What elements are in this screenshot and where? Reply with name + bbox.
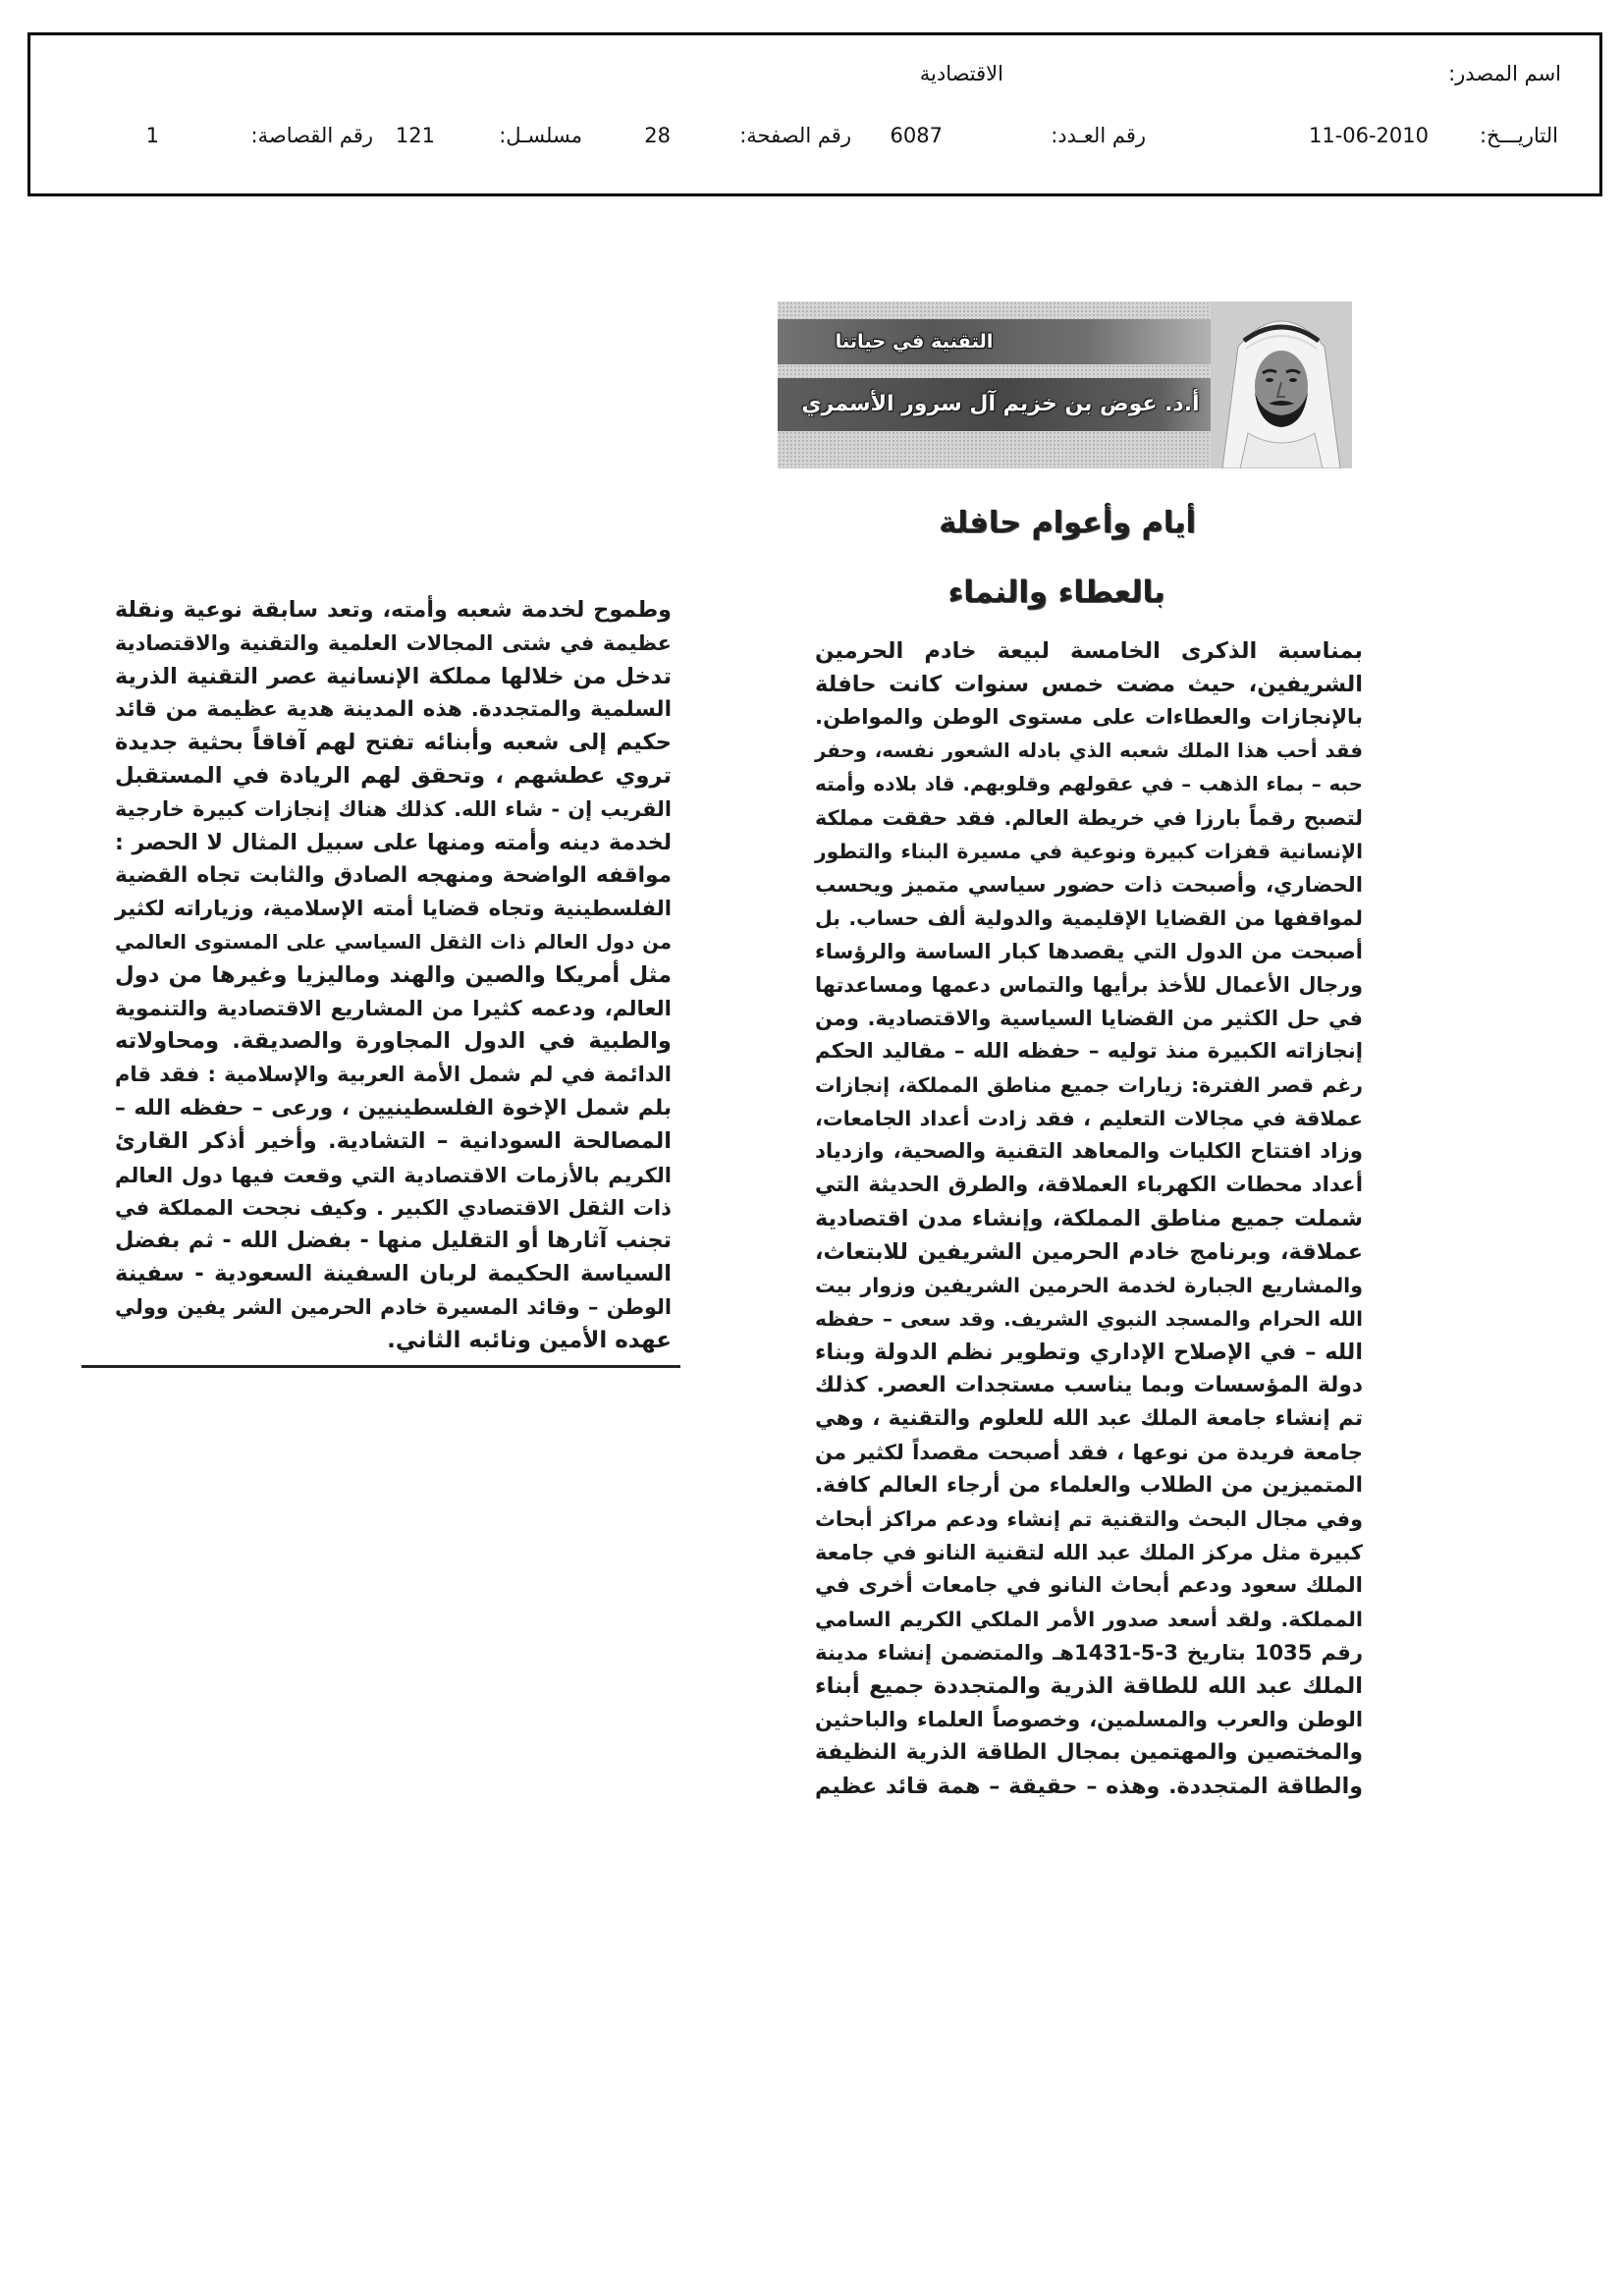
text-line: الفلسطينية وتجاه قضايا أمته الإسلامية، وزياراته لكثير	[115, 897, 672, 922]
serial-label: مسلسـل:	[499, 124, 582, 147]
text-line: تدخل من خلالها مملكة الإنسانية عصر التقنية الذرية	[115, 663, 672, 689]
text-line: المملكة. ولقد أسعد صدور الأمر الملكي الكريم السامي	[815, 1608, 1363, 1631]
page-label: رقم الصفحة:	[739, 124, 851, 147]
text-line: حبه – بماء الذهب – في عقولهم وقلوبهم. قاد بلاده وأمته	[815, 773, 1363, 795]
text-line: الوطن – وقائد المسيرة خادم الحرمين الشر يفين وولي	[115, 1294, 672, 1319]
clip-label: رقم القصاصة:	[250, 124, 373, 147]
text-line: مواقفه الواضحة ومنهجه الصادق والثابت تجاه القضية	[115, 863, 672, 889]
clipping-info-box	[27, 32, 1602, 196]
text-line: السلمية والمتجددة. هذه المدينة هدية عظيمة من قائد	[115, 697, 672, 723]
text-line: الشريفين، حيث مضت خمس سنوات كانت حافلة	[815, 672, 1363, 697]
text-line: لتصبح رقماً بارزا في خريطة العالم. فقد حققت مملكة	[815, 806, 1363, 830]
issue-value: 6087	[890, 124, 943, 147]
text-line: وطموح لخدمة شعبه وأمته، وتعد سابقة نوعية ونقلة	[115, 597, 672, 623]
text-line: لخدمة دينه وأمته ومنها على سبيل المثال لا الحصر :	[115, 829, 672, 855]
text-line: الملك عبد الله للطاقة الذرية والمتجددة جميع أبناء	[815, 1673, 1363, 1699]
text-line: السياسة الحكيمة لربان السفينة السعودية - سفينة	[115, 1260, 672, 1286]
text-line: ذات الثقل الاقتصادي الكبير . وكيف نجحت المملكة في	[115, 1195, 672, 1221]
text-line: فقد أحب هذا الملك شعبه الذي بادله الشعور نفسه، وحفر	[815, 739, 1363, 762]
text-line: الملك سعود ودعم أبحاث النانو في جامعات أخرى في	[815, 1573, 1363, 1598]
text-line: تروي عطشهم ، وتحقق لهم الريادة في المستقبل	[115, 762, 672, 789]
headline-line-2: بالعطاء والنماء	[947, 575, 1165, 610]
text-line: ورجال الأعمال للأخذ برأيها والتماس دعمها ومساعدتها	[815, 973, 1363, 997]
text-line: أصبحت من الدول التي يقصدها كبار الساسة والرؤساء	[815, 940, 1363, 963]
text-line: عظيمة في شتى المجالات العلمية والتقنية والاقتصادية	[115, 630, 672, 655]
author-photo	[1211, 301, 1352, 468]
issue-label: رقم العـدد:	[1051, 124, 1146, 147]
text-line: جامعة فريدة من نوعها ، فقد أصبحت مقصداً لكثير من	[815, 1440, 1363, 1464]
text-line: كبيرة مثل مركز الملك عبد الله لتقنية النانو في جامعة	[815, 1541, 1363, 1564]
text-line: وزاد افتتاح الكليات والمعاهد التقنية والصحية، وازدياد	[815, 1139, 1363, 1164]
column-banner	[778, 301, 1352, 468]
text-line: والطاقة المتجددة. وهذه – حقيقة – همة قائد عظيم	[815, 1774, 1363, 1799]
text-line: الوطن والعرب والمسلمين، وخصوصاً العلماء والباحثين	[815, 1708, 1363, 1731]
text-line: أعداد محطات الكهرباء العملاقة، والطرق الحديثة التي	[815, 1173, 1363, 1197]
text-line: الدائمة في لم شمل الأمة العربية والإسلامية : فقد قام	[115, 1063, 672, 1087]
text-line: بالإنجازات والعطاءات على مستوى الوطن والمواطن.	[815, 705, 1363, 730]
page-value: 28	[644, 124, 671, 147]
text-line: بمناسبة الذكرى الخامسة لبيعة خادم الحرمين	[815, 638, 1363, 664]
column-end-rule	[81, 1365, 680, 1368]
text-line: من دول العالم ذات الثقل السياسي على المستوى العالمي	[115, 930, 672, 954]
text-line: الإنسانية قفزات كبيرة ونوعية في مسيرة البناء والتطور	[815, 840, 1363, 863]
text-line: الله – في الإصلاح الإداري وتطوير نظم الدولة وبناء	[815, 1339, 1363, 1365]
text-line: الحضاري، وأصبحت ذات حضور سياسي متميز ويحسب	[815, 872, 1363, 897]
text-line: رقم 1035 بتاريخ 3-5-1431هـ والمتضمن إنشاء مدينة	[815, 1640, 1364, 1665]
clip-value: 1	[145, 124, 159, 147]
text-line: بلم شمل الإخوة الفلسطينيين ، ورعى – حفظه الله –	[115, 1095, 672, 1121]
text-line: العالم، ودعمه كثيرا من المشاريع الاقتصادية والتنموية	[115, 996, 672, 1021]
text-line: وفي مجال البحث والتقنية تم إنشاء ودعم مراكز أبحاث	[815, 1507, 1363, 1531]
text-line: الكريم بالأزمات الاقتصادية التي وقعت فيها دول العالم	[115, 1162, 672, 1187]
text-line: عهده الأمين ونائبه الثاني.	[387, 1327, 672, 1353]
date-label: التاريـــخ:	[1479, 124, 1558, 147]
article-column-right	[815, 634, 1363, 1803]
text-line: لمواقفها من القضايا الإقليمية والدولية ألف حساب. بل	[815, 906, 1363, 930]
headline-line-1: أيام وأعوام حافلة	[939, 506, 1196, 540]
text-line: دولة المؤسسات وبما يناسب مستجدات العصر. كذلك	[815, 1373, 1363, 1397]
author-name: أ.د. عوض بن خزيم آل سرور الأسمري	[801, 392, 1200, 416]
text-line: مثل أمريكا والصين والهند وماليزيا وغيرها من دول	[115, 961, 672, 988]
text-line: رغم قصر الفترة: زيارات جميع مناطق المملكة، إنجازات	[815, 1073, 1363, 1097]
text-line: والطبية في الدول المجاورة والصديقة. ومحاولاته	[115, 1028, 672, 1055]
text-line: شملت جميع مناطق المملكة، وإنشاء مدن اقتصادية	[815, 1206, 1363, 1231]
text-line: والمختصين والمهتمين بمجال الطاقة الذرية النظيفة	[815, 1740, 1363, 1765]
article-column-left	[115, 594, 672, 1357]
text-line: المصالحة السودانية – التشادية. وأخير أذكر القارئ	[115, 1127, 672, 1154]
date-value: 11-06-2010	[1308, 124, 1429, 147]
text-line: في حل الكثير من القضايا السياسية والاقتصادية. ومن	[815, 1007, 1363, 1030]
text-line: الله الحرام والمسجد النبوي الشريف. وقد سعى – حفظه	[815, 1307, 1363, 1331]
text-line: تجنب آثارها أو التقليل منها - بفضل الله - ثم بفضل	[115, 1228, 672, 1254]
text-line: عملاقة في مجالات التعليم ، فقد زادت أعداد الجامعات،	[815, 1107, 1363, 1130]
text-line: تم إنشاء جامعة الملك عبد الله للعلوم والتقنية ، وهي	[815, 1406, 1363, 1431]
text-line: إنجازاته الكبيرة منذ توليه – حفظه الله – مقاليد الحكم	[815, 1039, 1363, 1064]
text-line: القريب إن - شاء الله. كذلك هناك إنجازات كبيرة خارجية	[115, 796, 672, 821]
serial-value: 121	[395, 124, 435, 147]
text-line: المتميزين من الطلاب والعلماء من أرجاء العالم كافة.	[815, 1473, 1363, 1498]
text-line: عملاقة، وبرنامج خادم الحرمين الشريفين للابتعاث،	[815, 1239, 1363, 1265]
text-line: حكيم إلى شعبه وأبنائه تفتح لهم آفاقاً بحثية جديدة	[115, 730, 672, 756]
column-name: التقنية في حياتنا	[835, 330, 994, 353]
text-line: والمشاريع الجبارة لخدمة الحرمين الشريفين وزوار بيت	[815, 1274, 1363, 1297]
source-label: اسم المصدر:	[1448, 62, 1561, 85]
source-value: الاقتصادية	[919, 62, 1003, 85]
